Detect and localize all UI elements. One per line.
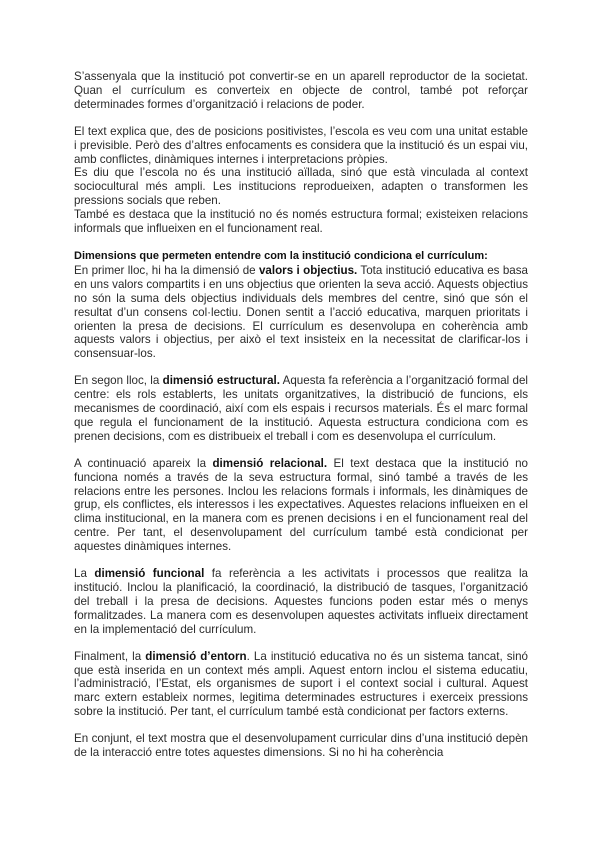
- paragraph-informal-relations: També es destaca que la institució no és només estructura formal; existeixen relacions informals que influeixen en el funcionament real.: [74, 208, 528, 236]
- paragraph-environment-dimension: [74, 650, 528, 720]
- structural-intro: En segon lloc, la: [74, 374, 163, 388]
- relational-intro: A continuació apareix la: [74, 456, 213, 470]
- structural-text: Aquesta fa referència a l’organització formal del centre: els rols establerts, les unitats organitzatives, la distribució de funcions, els mecanismes de coordinació, així com els espais i recursos materials. És el marc formal que regula el funcionament de la institució. Aquesta estructura condiciona com es prenen decisions, com es distribueix el treball i com es desenvolupa el currículum.: [74, 374, 528, 443]
- values-term: valors i objectius.: [258, 263, 358, 277]
- values-intro: En primer lloc, hi ha la dimensió de: [74, 263, 259, 277]
- paragraph-conclusion: En conjunt, el text mostra que el desenvolupament curricular dins d’una institució depèn de la interacció entre totes aquestes dimensions. Si no hi ha coherència: [74, 732, 528, 760]
- relational-text: El text destaca que la institució no funciona només a través de la seva estructura formal, sinó també a través de les relacions entre les persones. Inclou les relacions formals i informals, les dinàmiques de grup, els conflictes, els interessos i les expectatives. Aquestes relacions influeixen en el clima institucional, en la manera com es prenen decisions i en el funcionament real del centre. Per tant, el desenvolupament del currículum també està condicionat per aquestes dinàmiques internes.: [74, 456, 528, 554]
- environment-text: . La institució educativa no és un sistema tancat, sinó que està inserida en un context més ampli. Aquest entorn inclou el sistema educatiu, l’administració, l’Estat, els organismes de suport i el context social i cultural. Aquest marc extern estableix normes, legitima determinades estructures i exerceix pressions sobre la institució. Per tant, el currículum també està condicionat per factors externs.: [74, 649, 529, 719]
- environment-intro: Finalment, la: [74, 649, 146, 663]
- values-text: Tota institució educativa es basa en uns valors compartits i en uns objectius que orienten la seva acció. Aquests objectius no són la suma dels objectius individuals dels membres del centre, sinó que són el resultat d’un consens col·lectiu. Donen sentit a l’acció educativa, marquen prioritats i orienten la presa de decisions. El currículum es desenvolupa en coherència amb aquests valors i objectius, per això el text insisteix en la necessitat de clarificar-los i consensuar-los.: [74, 263, 529, 361]
- paragraph-values-dimension: [74, 264, 528, 361]
- paragraph-functional-dimension: [74, 567, 528, 637]
- functional-term: dimensió funcional: [94, 567, 205, 581]
- relational-term: dimensió relacional.: [212, 456, 328, 470]
- environment-term: dimensió d’entorn: [145, 649, 247, 663]
- paragraph-structural-dimension: [74, 374, 528, 444]
- paragraph-sociocultural-context: Es diu que l’escola no és una institució aïllada, sinó que està vinculada al context sociocultural més ampli. Les institucions reprodueixen, adapten o transformen les pressions socials que reben.: [74, 166, 528, 208]
- section-heading-dimensions: Dimensions que permeten entendre com la institució condiciona el currículum:: [74, 249, 488, 262]
- paragraph-relational-dimension: [74, 457, 528, 554]
- paragraph-reproduction: S’assenyala que la institució pot convertir-se en un aparell reproductor de la societat. Quan el currículum es converteix en objecte de control, també pot reforçar determinades formes d’organització i relacions de poder.: [74, 70, 528, 111]
- functional-intro: La: [74, 567, 95, 581]
- document-body: [74, 70, 528, 760]
- functional-text: fa referència a les activitats i processos que realitza la institució. Inclou la planificació, la coordinació, la distribució de tasques, l’organització del treball i la presa de decisions. Aquestes funcions poden estar més o menys formalitzades. La manera com es desenvolupen aquestes activitats influeix directament en la implementació del currículum.: [74, 567, 528, 636]
- structural-term: dimensió estructural.: [162, 374, 280, 388]
- paragraph-positivist-view: El text explica que, des de posicions positivistes, l’escola es veu com una unitat estable i previsible. Però des d’altres enfocaments es considera que la institució és un espai viu, amb conflictes, dinàmiques internes i interpretacions pròpies.: [74, 124, 528, 166]
